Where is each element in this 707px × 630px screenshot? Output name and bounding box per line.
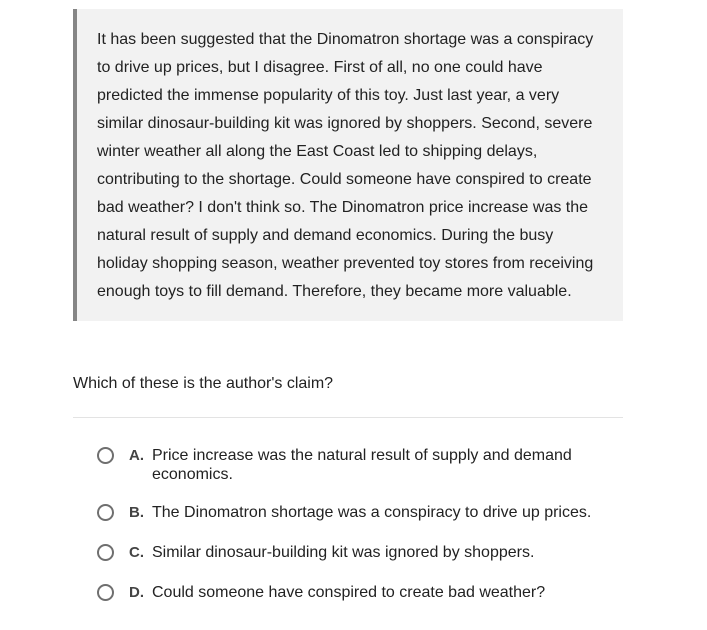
passage-box [73,9,623,321]
answer-choice-a[interactable] [97,446,597,484]
radio-button-c[interactable] [97,544,114,561]
choice-text-d: Could someone have conspired to create bad weather? [152,584,546,601]
choice-text-b: The Dinomatron shortage was a conspiracy to drive up prices. [152,504,592,521]
question-prompt: Which of these is the author's claim? [73,375,334,392]
choice-letter-d: D. [129,584,144,601]
choice-letter-b: B. [129,504,144,521]
choice-letter-a: A. [129,447,144,464]
answer-choice-b[interactable] [97,503,597,522]
passage-text: It has been suggested that the Dinomatron shortage was a conspiracy to drive up prices, but I disagree. First of all, no one could have predicted the immense popularity of this toy. Just last year, a very similar dinosaur-building kit was ignored by shoppers. Second, severe winter weather all along the East Coast led to shipping delays, contributing to the shortage. Could someone have conspired to create bad weather? I don't think so. The Dinomatron price increase was the natural result of supply and demand economics. During the busy holiday shopping season, weather prevented toy stores from receiving enough toys to fill demand. Therefore, they became more valuable. [97,31,594,300]
choice-letter-c: C. [129,544,144,561]
answer-choice-c[interactable] [97,543,597,562]
answer-choice-d[interactable] [97,583,597,602]
radio-button-a[interactable] [97,447,114,464]
radio-button-b[interactable] [97,504,114,521]
radio-button-d[interactable] [97,584,114,601]
choice-text-c: Similar dinosaur-building kit was ignored by shoppers. [152,544,535,561]
divider [73,417,623,418]
choice-text-a: Price increase was the natural result of supply and demand economics. [152,447,572,483]
